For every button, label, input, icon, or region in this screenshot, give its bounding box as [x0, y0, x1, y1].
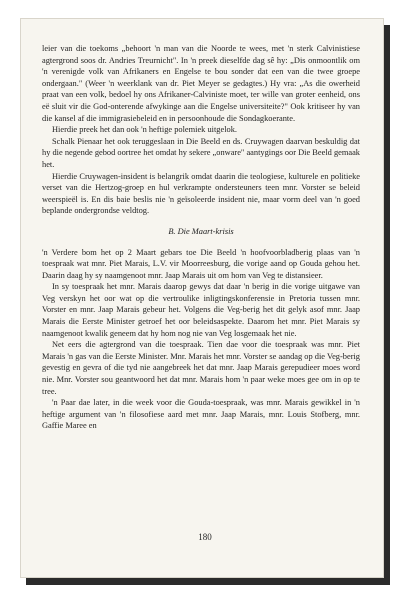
page-body-text [42, 43, 360, 432]
paragraph: Net eers die agtergrond van die toespraak. Tien dae voor die toespraak was mnr. Piet Marais 'n gas van die Eerste Minister. Mnr. Marais het mnr. Vorster se aandag op die Veg-berig gevestig en gevra of die tyd nie aangebreek het dat mnr. Jaap Marais gerepudieer moes word nie. Mnr. Vorster sou geantwoord het dat mnr. Marais hom 'n paar weke moes gee om in op te tree. [42, 340, 360, 396]
paragraph: leier van die toekoms „behoort 'n man van die Noorde te wees, met 'n sterk Calvinistiese agtergrond soos dr. Andries Treurnicht". In 'n preek dieselfde dag sê hy: „Dis onmoontlik om 'n verenigde volk van Afrikaners en Engelse te bou sonder dat een van die twee groepe ondergaan." (Weer 'n weerklank van dr. Piet Meyer se gedagtes.) Hy vra: „As die owerheid praat van een volk, bedoel hy ons Afrikaner-Calviniste moet, ter wille van groter eenheid, ons eë sluit vir die God-onterende afwykinge aan die Engelse universiteite?" Ook kritiseer hy van die kansel af die immigrasiebeleid en in persoonhoude die Sondagkoerante. [42, 44, 360, 123]
section-heading: B. Die Maart-krisis [168, 226, 234, 236]
paragraph: Hierdie Cruywagen-insident is belangrik omdat daarin die teologiese, kulturele en politieke verset van die Hertzog-groep en hul verkrampte ondersteuners teen mnr. Vorster se beleid weerspieël is. En dis baie beslis nie 'n geïsoleerde insident nie, maar vorm deel van 'n goed beplande ondergrondse veldtog. [42, 171, 360, 216]
paragraph: 'n Verdere bom het op 2 Maart gebars toe Die Beeld 'n hoofvoorbladberig plaas van 'n toespraak wat mnr. Piet Marais, L.V. vir Moorreesburg, die vorige aand op Gouda gehou het. Daarin daag hy sy naamgenoot mnr. Jaap Marais uit om hom van Veg te distansieer. [42, 247, 360, 280]
page-number: 180 [198, 532, 212, 542]
paragraph: Hierdie preek het dan ook 'n heftige polemiek uitgelok. [52, 125, 238, 135]
paragraph: Schalk Pienaar het ook teruggeslaan in Die Beeld en ds. Cruywagen daarvan beskuldig dat hy die negende gebod oortree het omdat hy sekere „onware" aantygings oor Die Beeld gemaak het. [42, 136, 360, 169]
paragraph: In sy toespraak het mnr. Marais daarop gewys dat daar 'n berig in die vorige uitgawe van Veg verskyn het oor wat op die vertroulike inligtingskonferensie in Pretoria tussen mnr. Vorster en mnr. Jaap Marais gebeur het. Volgens die Veg-berig het dit gelyk asof mnr. Jaap Marais die Eerste Minister getroef het oor beleidsaspekte. Daarom het mnr. Piet Marais sy naamgenoot kwalik geneem dat hy hom nog nie van Veg losgemaak het nie. [42, 282, 360, 338]
paragraph: 'n Paar dae later, in die week voor die Gouda-toespraak, was mnr. Marais gewikkel in 'n heftige argument van 'n filosofiese aard met mnr. Jaap Marais, mnr. Louis Stofberg, mnr. Gaffie Maree en [42, 398, 360, 431]
